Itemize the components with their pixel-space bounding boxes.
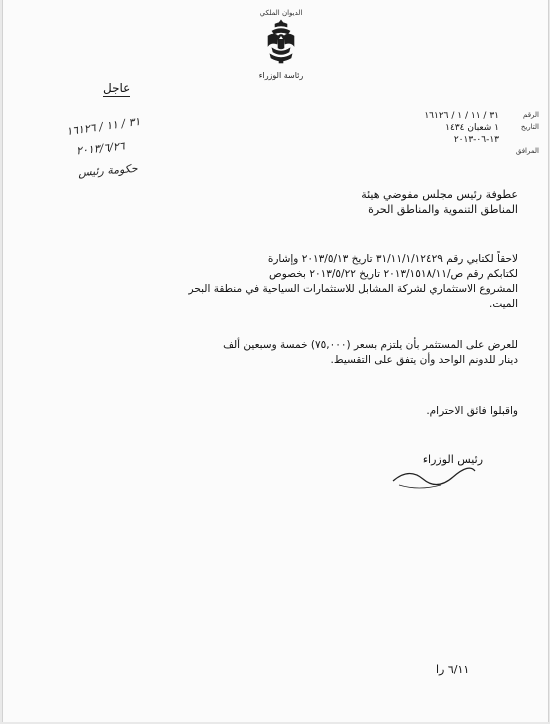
signature-flourish-icon	[389, 463, 479, 493]
reference-hijri-value: ١ شعبان ١٤٣٤	[445, 123, 499, 133]
paragraph-2-line-1: للعرض على المستثمر بأن يلتزم بسعر (٧٥,٠٠٠) خمسة وسبعين ألف	[223, 339, 518, 351]
reference-gregorian-row	[299, 135, 539, 147]
body-paragraph-2	[63, 338, 518, 368]
footer-note: ٦/١١ را	[436, 663, 470, 676]
letterhead	[251, 8, 311, 81]
handwritten-line-3: حكومة رئيس	[77, 161, 138, 180]
paragraph-1-line-1: لاحقاً لكتابي رقم ٣١/١١/١/١٢٤٢٩ تاريخ ٢٠١٣/٥/١٣ وإشارة	[267, 253, 518, 265]
reference-attachments-label: المرافق	[515, 147, 539, 155]
reference-gregorian-value: ١٣-٠٦-٢٠١٣	[453, 135, 499, 145]
paragraph-1-line-4: الميت.	[488, 298, 518, 310]
reference-number-label: الرقم	[523, 111, 539, 119]
handwritten-line-1: ٣١ / ١١ / ١٦١٢٦	[65, 114, 142, 139]
paragraph-1-line-2: لكتابكم رقم ص/٢٠١٣/١٥١٨/١١ تاريخ ٢٠١٣/٥/٢٢ بخصوص	[269, 268, 518, 280]
reference-date-label: التاريخ	[520, 123, 539, 131]
body-paragraph-1	[63, 252, 518, 312]
reference-number-row	[299, 111, 539, 123]
reference-number-value: ٣١ / ١١ / ١ / ١٦١٢٦	[424, 111, 499, 121]
paragraph-2-line-2: دينار للدونم الواحد وأن يتفق على التقسيط.	[330, 354, 518, 366]
paragraph-1-line-3: المشروع الاستثماري لشركة المشابل للاستثمارات السياحية في منطقة البحر	[188, 283, 518, 295]
jordan-coat-of-arms-icon	[262, 18, 300, 66]
closing-line: واقبلوا فائق الاحترام.	[426, 405, 518, 417]
reference-attachments-row	[299, 147, 539, 159]
recipient-address	[278, 187, 518, 217]
urgent-label: عاجل	[103, 81, 131, 95]
handwritten-annotation	[58, 114, 178, 188]
signature-block	[303, 453, 503, 493]
address-line-2: المناطق التنموية والمناطق الحرة	[368, 203, 518, 216]
handwritten-line-2: ٢٠١٣/٦/٢٦	[75, 139, 126, 158]
letterhead-top-label: الديوان الملكي	[259, 9, 303, 17]
signatory-title: رئيس الوزراء	[422, 453, 483, 466]
document-page	[2, 0, 549, 722]
reference-hijri-row	[299, 123, 539, 135]
letterhead-authority-name: رئاسة الوزراء	[258, 71, 304, 80]
address-line-1: عطوفة رئيس مجلس مفوضي هيئة	[361, 188, 518, 201]
reference-block	[299, 111, 539, 157]
